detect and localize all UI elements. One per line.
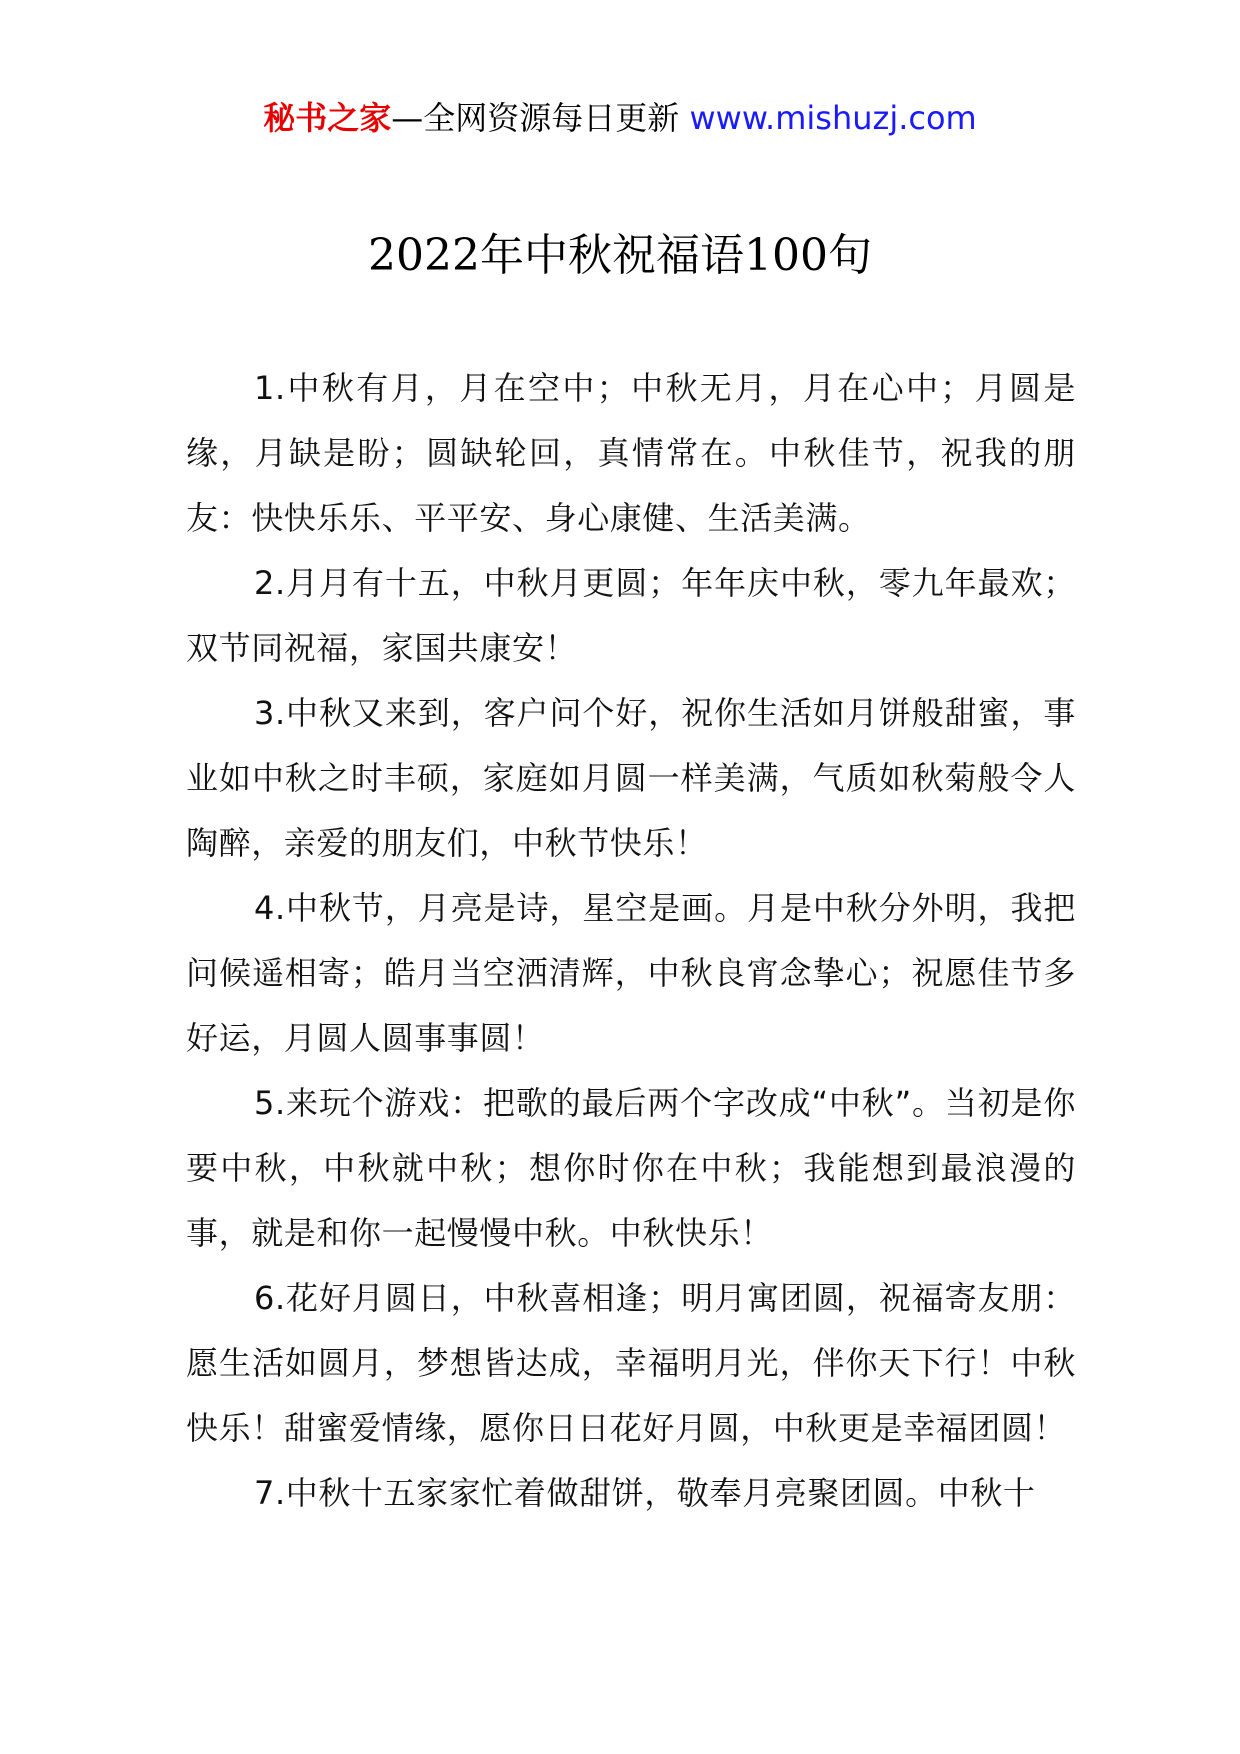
paragraph-2: 2.月月有十五，中秋月更圆；年年庆中秋，零九年最欢；双节同祝福，家国共康安！ [186,564,1076,667]
paragraph-3: 3.中秋又来到，客户问个好，祝你生活如月饼般甜蜜，事业如中秋之时丰硕，家庭如月圆一样美满，气质如秋菊般令人陶醉，亲爱的朋友们，中秋节快乐！ [186,694,1076,862]
paragraph-1: 1.中秋有月，月在空中；中秋无月，月在心中；月圆是缘，月缺是盼；圆缺轮回，真情常在。中秋佳节，祝我的朋友：快快乐乐、平平安、身心康健、生活美满。 [186,369,1076,537]
paragraph-7: 7.中秋十五家家忙着做甜饼，敬奉月亮聚团圆。中秋十 [254,1474,1036,1512]
site-header [0,96,1240,140]
paragraph-4: 4.中秋节，月亮是诗，星空是画。月是中秋分外明，我把问候遥相寄；皓月当空洒清辉，中秋良宵念挚心；祝愿佳节多好运，月圆人圆事事圆！ [186,889,1076,1057]
document-body [186,356,1076,1526]
site-brand: 秘书之家 [263,99,392,137]
document-title: 2022年中秋祝福语100句 [368,230,872,281]
site-url-link[interactable]: www.mishuzj.com [689,99,977,137]
site-slogan: —全网资源每日更新 [391,99,680,137]
paragraph-6: 6.花好月圆日，中秋喜相逢；明月寓团圆，祝福寄友朋：愿生活如圆月，梦想皆达成，幸福明月光，伴你天下行！中秋快乐！甜蜜爱情缘，愿你日日花好月圆，中秋更是幸福团圆！ [186,1279,1076,1447]
paragraph-5: 5.来玩个游戏：把歌的最后两个字改成“中秋”。当初是你要中秋，中秋就中秋；想你时你在中秋；我能想到最浪漫的事，就是和你一起慢慢中秋。中秋快乐！ [186,1084,1076,1252]
